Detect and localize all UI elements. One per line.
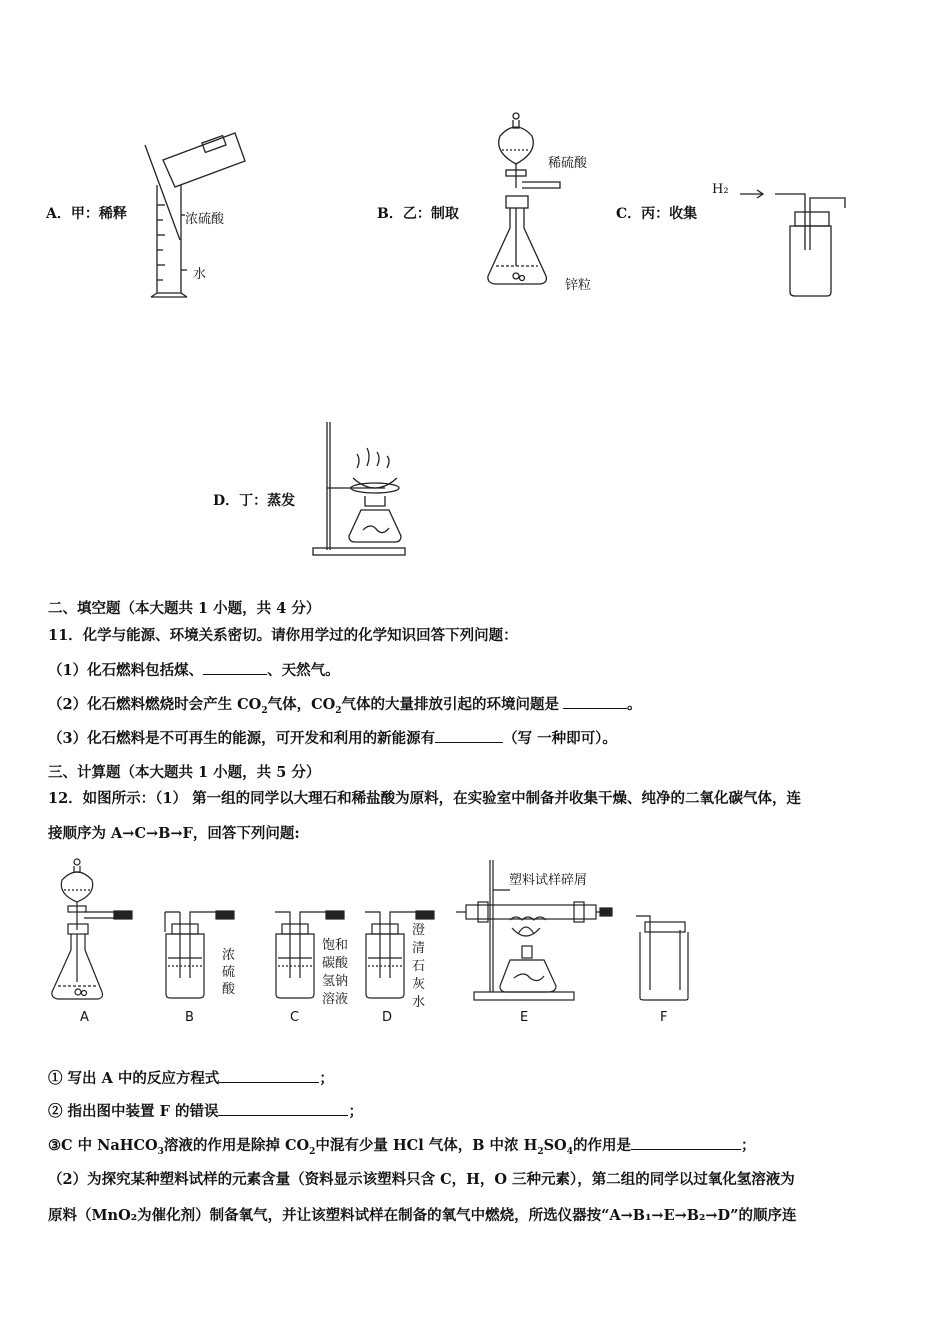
sub3-sub2: 2 xyxy=(309,1146,316,1157)
sub1-text: ① 写出 A 中的反应方程式 xyxy=(48,1070,220,1087)
label-h2: H₂ xyxy=(712,182,729,197)
sub1-blank[interactable] xyxy=(219,1068,319,1083)
d-reagent-char: 清 xyxy=(412,941,426,956)
q11-2-sub2: 2 xyxy=(335,705,342,716)
apparatus-a xyxy=(52,859,132,999)
figure-evaporation xyxy=(305,418,415,558)
section3-heading: 三、计算题（本大题共 1 小题，共 5 分） xyxy=(48,764,321,781)
q11-2-mid: 气体，CO xyxy=(267,696,336,713)
q12-line1: 12．如图所示：（1） 第一组的同学以大理石和稀盐酸为原料，在实验室中制备并收集干燥、纯净的二氧化碳气体，连 xyxy=(48,790,802,807)
option-a: A．甲：稀释 xyxy=(46,206,127,222)
c-reagent xyxy=(322,937,348,1009)
apparatus-label-c: C xyxy=(290,1010,300,1025)
label-water: 水 xyxy=(193,267,207,282)
apparatus-label-b: B xyxy=(185,1010,194,1025)
q11-1-text: （1）化石燃料包括煤、 xyxy=(48,662,204,679)
q12-part2-line1: （2）为探究某种塑料试样的元素含量（资料显示该塑料只含 C，H，O 三种元素），第二组的同学以过氧化氢溶液为 xyxy=(48,1171,795,1188)
q11-3-tail: （写 一种即可）。 xyxy=(503,730,617,747)
q11-part2 xyxy=(48,693,642,716)
q11-1-blank[interactable] xyxy=(203,660,267,675)
sub2-blank[interactable] xyxy=(218,1101,348,1116)
sub3-text-e: 的作用是 xyxy=(572,1137,631,1154)
sub3-blank[interactable] xyxy=(631,1135,741,1150)
sub3-text-a: ③C 中 NaHCO xyxy=(48,1137,158,1154)
option-b: B．乙：制取 xyxy=(377,206,459,222)
apparatus-f xyxy=(636,916,688,1000)
q11-1-tail: 、天然气。 xyxy=(267,662,340,679)
apparatus-label-e: E xyxy=(520,1010,529,1025)
option-d: D．丁：蒸发 xyxy=(213,493,296,509)
separatory-funnel xyxy=(499,127,534,164)
label-dilute-acid: 稀硫酸 xyxy=(548,156,588,171)
q12-line2: 接顺序为 A→C→B→F，回答下列问题: xyxy=(48,825,300,842)
apparatus-label-f: F xyxy=(660,1010,668,1025)
q11-2-text: （2）化石燃料燃烧时会产生 CO xyxy=(48,696,262,713)
option-c: C．丙：收集 xyxy=(616,206,698,222)
label-zinc: 锌粒 xyxy=(565,278,592,293)
e-title: 塑料试样碎屑 xyxy=(509,873,588,888)
apparatus-label-a: A xyxy=(80,1010,89,1025)
outlet-tube xyxy=(810,198,845,250)
q12-sub1 xyxy=(48,1067,334,1088)
c-reagent-line: 溶液 xyxy=(322,992,349,1007)
d-reagent xyxy=(412,922,428,1012)
sub2-tail: ； xyxy=(348,1103,363,1120)
figure-production xyxy=(480,108,570,298)
acid-bottle xyxy=(163,133,245,187)
q12-sub3 xyxy=(48,1134,755,1157)
glass-rod xyxy=(145,145,180,240)
q12-part2-line2: 原料（MnO₂为催化剂）制备氧气，并让该塑料试样在制备的氧气中燃烧，所选仪器按“A→B₁→E→B₂→D”的顺序连 xyxy=(48,1207,797,1224)
b-reagent-char: 酸 xyxy=(222,982,236,997)
q11-2-sub: 2 xyxy=(261,705,268,716)
sub3-text-c: 中混有少量 HCl 气体，B 中浓 H xyxy=(315,1137,538,1154)
q11-3-blank[interactable] xyxy=(435,728,503,743)
sub3-sub1: 3 xyxy=(157,1146,164,1157)
sub3-text-d: SO xyxy=(543,1137,567,1154)
c-reagent-line: 碳酸 xyxy=(322,956,349,971)
label-concentrated-acid: 浓硫酸 xyxy=(185,212,225,227)
q12-sub2 xyxy=(48,1100,363,1121)
delivery-tube xyxy=(522,182,560,188)
sub1-tail: ； xyxy=(319,1070,334,1087)
q11-3-text: （3）化石燃料是不可再生的能源，可开发和利用的新能源有 xyxy=(48,730,436,747)
q11-part3 xyxy=(48,727,617,748)
sub2-text: ② 指出图中装置 F 的错误 xyxy=(48,1103,219,1120)
q11-2-tail: 气体的大量排放引起的环境问题是 xyxy=(341,696,560,713)
figure-collection xyxy=(735,180,855,300)
sub3-tail: ； xyxy=(740,1137,756,1154)
sub3-text-b: 溶液的作用是除掉 CO xyxy=(163,1137,310,1154)
stopper xyxy=(795,212,829,226)
alcohol-lamp xyxy=(349,510,401,542)
b-reagent-char: 浓 xyxy=(222,948,236,963)
q11-stem: 11．化学与能源、环境关系密切。请你用学过的化学知识回答下列问题： xyxy=(48,627,518,644)
graduated-cylinder xyxy=(157,185,181,293)
b-reagent-char: 硫 xyxy=(222,965,236,980)
d-reagent-char: 水 xyxy=(412,995,426,1010)
d-reagent-char: 澄 xyxy=(412,923,426,938)
sub3-sub3: 2 xyxy=(537,1146,544,1157)
d-reagent-char: 灰 xyxy=(412,977,426,992)
q11-2-end: 。 xyxy=(627,696,642,713)
d-reagent-char: 石 xyxy=(412,959,426,974)
q11-2-blank[interactable] xyxy=(563,694,627,709)
q11-part1 xyxy=(48,659,340,680)
sub3-sub4: 4 xyxy=(566,1146,573,1157)
stopper xyxy=(506,196,528,208)
c-reagent-line: 氢钠 xyxy=(322,974,349,989)
c-reagent-line: 饱和 xyxy=(322,938,349,953)
apparatus-label-d: D xyxy=(382,1010,393,1025)
section2-heading: 二、填空题（本大题共 1 小题，共 4 分） xyxy=(48,600,321,617)
b-reagent xyxy=(222,947,238,998)
apparatus-figure xyxy=(40,850,720,1035)
